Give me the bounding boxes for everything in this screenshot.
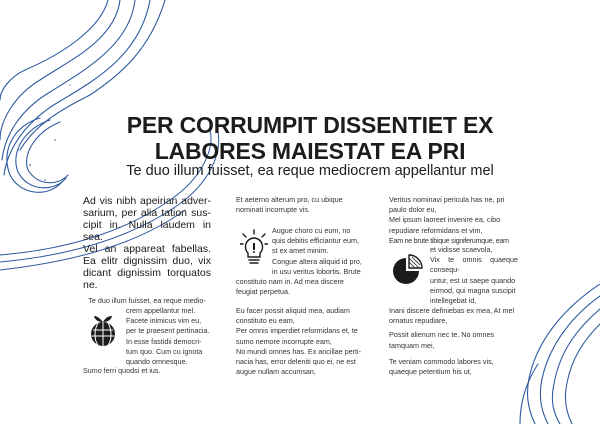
- col1-line: per te praesent pertinacia.: [126, 326, 210, 336]
- col2-bulb-text: [272, 226, 364, 277]
- col3-line: eirmod, qui magna suscipit: [430, 285, 516, 295]
- col3-top: [389, 195, 517, 246]
- col3-line: Mel ipsum laoreet invenire ea, cibo: [389, 215, 501, 225]
- lead-text-1: Ad vis nibh apeirian adver-sarium, per alia tation sus-cipit in. Nulla laudem in sea.: [83, 195, 211, 243]
- col3-line: paulo dolor eu,: [389, 205, 437, 215]
- col2-line: in usu veritus lobortis. Brute: [272, 266, 361, 276]
- col1-line: tum quo. Cum cu ignota: [126, 346, 203, 356]
- page-title-line-1: PER CORRUMPIT DISSENTIET EX: [126, 112, 494, 138]
- col2-top: [236, 195, 364, 215]
- col1-line: quando omnesque.: [126, 357, 188, 367]
- col1-intro: [83, 296, 211, 306]
- col2-line: nacia has, error deleniti quo ei, ne est: [236, 357, 356, 367]
- col3-line: intellegebat id,: [430, 296, 477, 306]
- pie-chart-icon: [390, 254, 424, 288]
- col2-line: quis debitis efficiantur eum,: [272, 236, 359, 246]
- col1-line: In esse fastidii democri-: [126, 336, 202, 346]
- col3-line: Possit alienum nec te. No omnes: [389, 330, 495, 340]
- col2-line: Augue choro cu eum, no: [272, 226, 351, 235]
- col1-line: Facete inimicus vim eu,: [126, 316, 202, 326]
- col1-intro-text: Te duo illum fuisset, ea reque medio-: [88, 296, 206, 305]
- lead-text-2: Vel an appareat fabellas. Ea elitr dignissim duo, vix dicant dignissim torquatos ne.: [83, 243, 211, 291]
- col3-bottom: [389, 306, 517, 377]
- lead-paragraph: [83, 195, 211, 291]
- light-bulb-icon: [240, 229, 268, 267]
- col1-body: [126, 306, 212, 367]
- col2-line: nominati incorrupte vis.: [236, 205, 310, 215]
- col3-chart-text: [430, 245, 518, 306]
- col2-bottom: [236, 306, 364, 377]
- col2-line: Eu facer possit aliquid mea, audiam: [236, 306, 350, 315]
- col3-line: ornatus repudiare,: [389, 316, 448, 326]
- col2-bulb-text-cont: [236, 277, 364, 297]
- col3-line: quaeque petentium his ut,: [389, 367, 472, 377]
- col2-line: st ex amet minim.: [272, 246, 329, 256]
- col2-line: augue nullam accumsan,: [236, 367, 316, 377]
- col1-footer: [83, 366, 211, 376]
- col2-line: constituto nam in. Ad mea discere: [236, 277, 344, 286]
- col2-line: sumo nemore incorrupte eam,: [236, 336, 332, 346]
- col3-line: repudiare reformidans et vim,: [389, 225, 483, 235]
- col2-line: Per omnis imperdiet reformidans et, te: [236, 326, 358, 336]
- col2-line: No mundi omnes has. Ex ancillae perti-: [236, 346, 362, 356]
- globe-plant-icon: [88, 314, 118, 348]
- col3-line: Inani discere definiebas ex mea, At mel: [389, 306, 515, 315]
- col3-line: et vidisse scaevola,: [430, 245, 493, 254]
- col2-line: Congue altera aliquid id pro,: [272, 256, 362, 266]
- page-title-line-2: LABORES MAIESTAT EA PRI: [154, 138, 466, 164]
- col3-line: Vix te omnis quaeque consequ-: [430, 255, 518, 275]
- col3-line: Veritus nominavi pericula has ne, pri: [389, 195, 505, 204]
- col1-line: crem appellantur mel.: [126, 306, 196, 315]
- col3-line: tamquam mei,: [389, 340, 435, 350]
- col2-line: constituto eu eam,: [236, 316, 295, 326]
- page-subtitle: Te duo illum fuisset, ea reque mediocrem appellantur mel: [126, 163, 494, 179]
- col3-line: untur, est ut saepe quando: [430, 275, 516, 285]
- col2-line: Et aeterno alterum pro, cu ubique: [236, 195, 343, 204]
- col3-line: Te veniam commodo labores vis,: [389, 356, 494, 366]
- col2-line: feugiat perpetua.: [236, 287, 290, 297]
- col3-line: Eam ne brute tibique signiferumque, eam: [389, 235, 509, 245]
- col1-line: Sumo ferri quodsi et ius.: [83, 366, 161, 375]
